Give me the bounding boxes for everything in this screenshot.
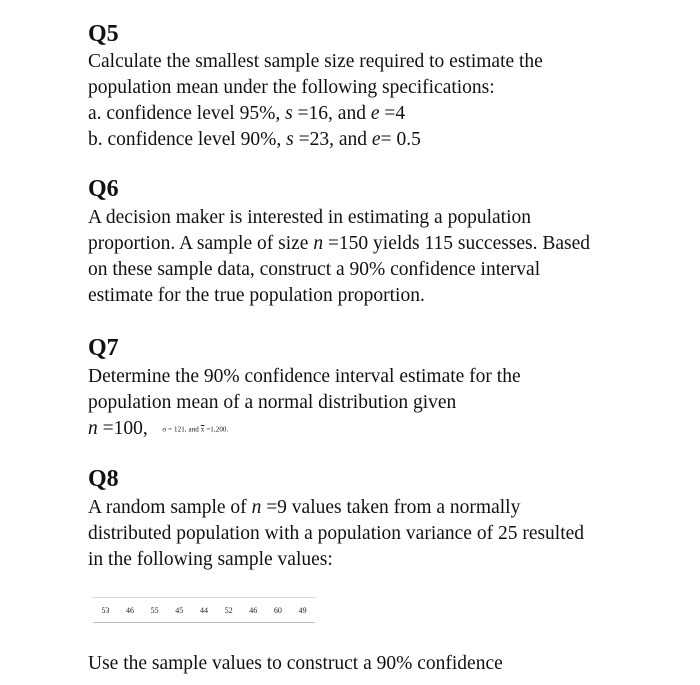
q6-line-4: estimate for the true population proportion. [88,285,425,306]
sample-value: 46 [125,605,134,615]
q5-title: Q5 [88,21,119,47]
sample-value: 44 [199,605,208,615]
q6-line-1: A decision maker is interested in estimating a population [88,207,531,228]
q8-body [88,495,688,573]
q8-line-3: in the following sample values: [88,549,333,570]
q7-given-values: σ = 121, and $\overline{x} =1,200$. [162,425,229,434]
q6-title: Q6 [88,176,119,202]
sample-values-table [93,597,315,623]
sample-value: 60 [273,605,282,615]
q5-line-1: Calculate the smallest sample size required to estimate the [88,51,543,72]
q7-line-3: n =100, σ = 121, and $\overline{x} =1,200$. [88,418,229,439]
q7-body [88,364,688,443]
sample-value: 45 [175,605,184,615]
q5-item-b: b. confidence level 90%, s =23, and e= 0.5 [88,129,421,150]
sample-value: 53 [101,605,110,615]
sample-value: 46 [249,605,258,615]
q6-line-3: on these sample data, construct a 90% confidence interval [88,259,541,280]
q8-title: Q8 [88,466,119,492]
sample-value: 49 [298,605,307,615]
q5-line-2: population mean under the following specifications: [88,77,495,98]
sample-value: 52 [224,605,233,615]
q5-body [88,49,688,153]
q7-title: Q7 [88,335,119,361]
q8-line-2: distributed population with a population variance of 25 resulted [88,523,585,544]
q7-line-2: population mean of a normal distribution given [88,392,457,413]
q6-body [88,205,688,309]
q8-line-1: A random sample of n =9 values taken from a normally [88,497,521,518]
q5-item-a: a. confidence level 95%, s =16, and e =4 [88,103,406,124]
q6-line-2: proportion. A sample of size n =150 yields 115 successes. Based [88,233,591,254]
sample-value: 55 [150,605,159,615]
q8-closing: Use the sample values to construct a 90% confidence [88,653,503,674]
q7-line-1: Determine the 90% confidence interval estimate for the [88,366,521,387]
